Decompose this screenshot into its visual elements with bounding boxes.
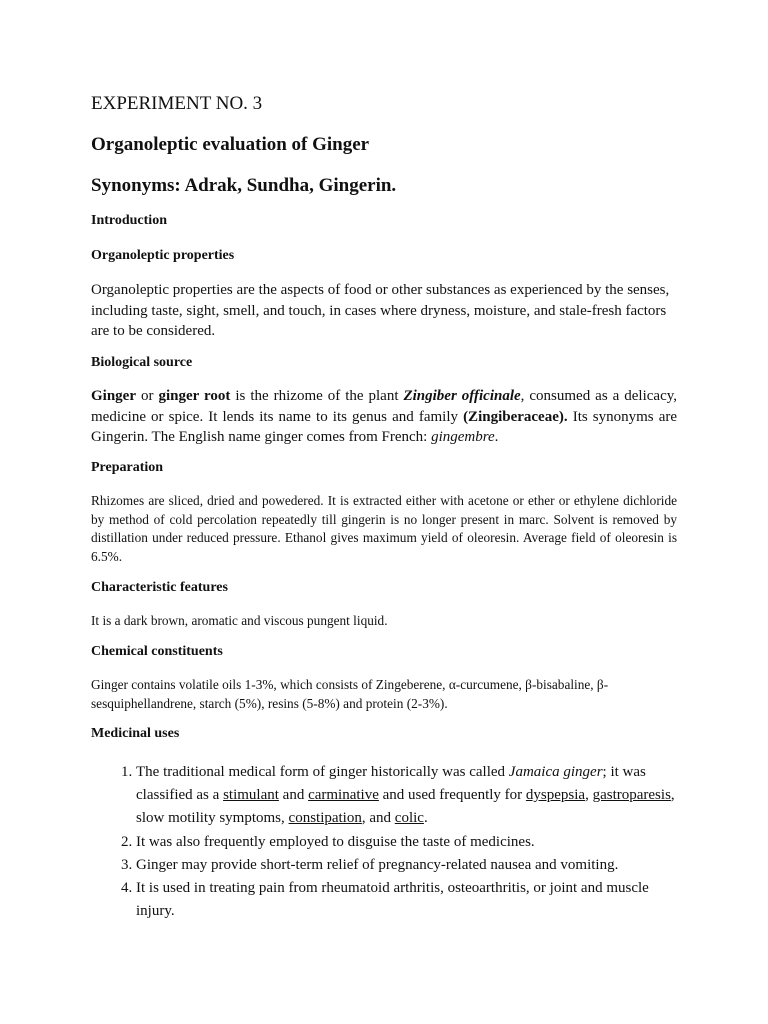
link-constipation[interactable]: constipation (288, 810, 362, 827)
list-item: 4. It is used in treating pain from rheumatoid arthritis, osteoarthritis, or joint and muscle injury. (136, 877, 677, 923)
preparation-paragraph: Rhizomes are sliced, dried and powedered. It is extracted either with acetone or ether or ethylene dichloride by method of cold percolation repeatedly till gingerin is no longer present in marc. Solvent is removed by distillation under reduced pressure. Ethanol gives maximum yield of oleoresin. Average field of oleoresin is 6.5%. (91, 493, 677, 564)
link-dyspepsia[interactable]: dyspepsia (525, 787, 586, 804)
list-item: 1. The traditional medical form of ginger historically was called Jamaica ginger; it was classified as a stimulant and carminative and used frequently for dyspepsia, gastroparesis, slow motility symptoms, constipation, and colic. (136, 761, 677, 831)
organoleptic-paragraph: Organoleptic properties are the aspects of food or other substances as experienced by the senses, including taste, sight, smell, and touch, in cases where dryness, moisture, and stale-fresh factors are to be considered. (91, 282, 670, 339)
link-colic[interactable]: colic (394, 810, 424, 827)
medicinal-uses-list (91, 761, 677, 923)
species-name: Zingiber officinale (403, 388, 521, 404)
characteristic-paragraph: It is a dark brown, aromatic and viscous pungent liquid. (91, 613, 388, 628)
preparation-heading: Preparation (91, 460, 164, 475)
term-ginger: Ginger (91, 388, 136, 404)
term-ginger-root: ginger root (158, 388, 231, 404)
list-item: 2. It was also frequently employed to disguise the taste of medicines. (136, 831, 677, 854)
experiment-number: EXPERIMENT NO. 3 (91, 93, 263, 114)
chemical-paragraph: Ginger contains volatile oils 1-3%, which consists of Zingeberene, α-curcumene, β-bisabaline, β-sesquiphellandrene, starch (5%), resins (5-8%) and protein (2-3%). (91, 677, 609, 711)
link-stimulant[interactable]: stimulant (223, 787, 279, 804)
chemical-heading: Chemical constituents (91, 644, 223, 659)
page-title: Organoleptic evaluation of Ginger (91, 134, 370, 155)
biological-source-paragraph: Ginger or ginger root is the rhizome of the plant Zingiber officinale, consumed as a delicacy, medicine or spice. It lends its name to its genus and family (Zingiberaceae). Its synonyms are Gingerin. The English name ginger comes from French: gingembre. (91, 388, 678, 445)
french-word: gingembre (431, 429, 495, 445)
synonyms-heading: Synonyms: Adrak, Sundha, Gingerin. (91, 175, 397, 196)
introduction-heading: Introduction (91, 213, 167, 228)
family-name: (Zingiberaceae). (463, 408, 568, 425)
link-gastroparesis[interactable]: gastroparesis (592, 787, 671, 804)
organoleptic-heading: Organoleptic properties (91, 248, 235, 263)
list-item: 3. Ginger may provide short-term relief of pregnancy-related nausea and vomiting. (136, 854, 677, 877)
medicinal-heading: Medicinal uses (91, 726, 180, 741)
biological-source-heading: Biological source (91, 355, 193, 370)
link-carminative[interactable]: carminative (308, 787, 379, 804)
characteristic-heading: Characteristic features (91, 580, 228, 595)
